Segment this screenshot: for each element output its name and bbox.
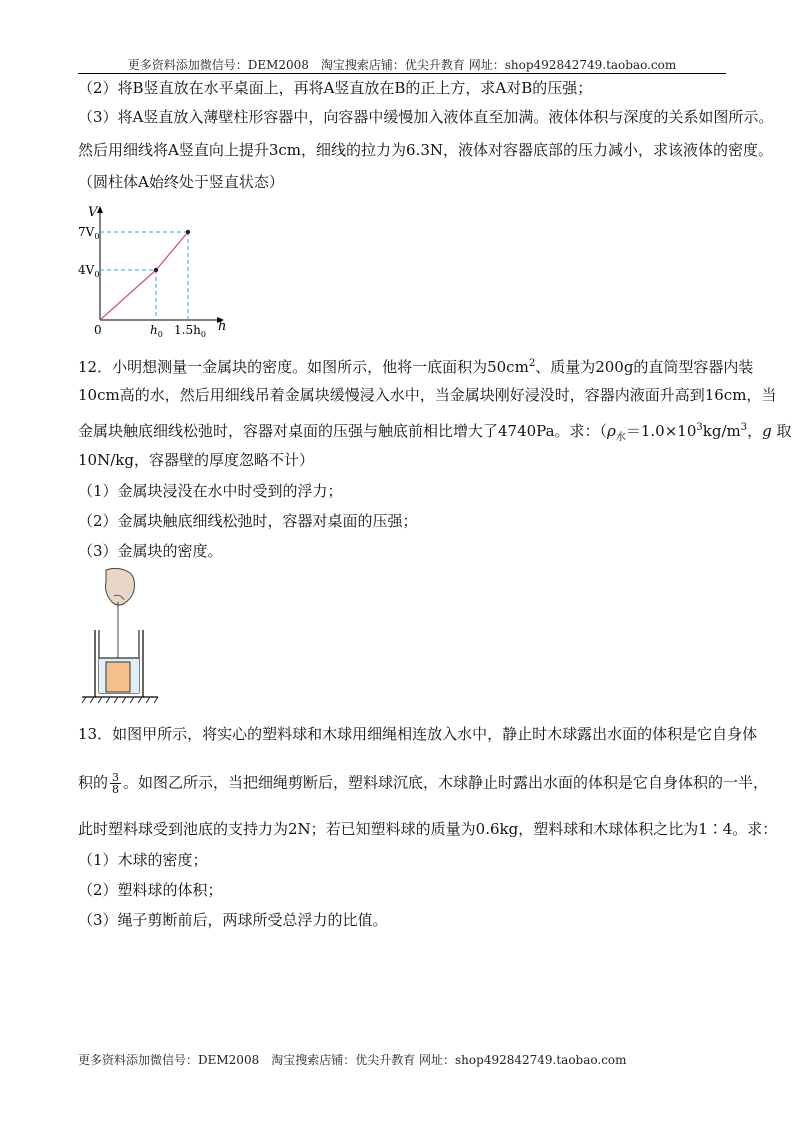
q12-line4: 10N/kg，容器壁的厚度忽略不计） (78, 451, 314, 469)
q11-part3-line2: 然后用细线将A竖直向上提升3cm，细线的拉力为6.3N，液体对容器底部的压力减小，求该液体的密度。 (78, 141, 773, 159)
q11-part2: （2）将B竖直放在水平桌面上，再将A竖直放在B的正上方，求A对B的压强； (78, 79, 593, 97)
q11-part3-line3: （圆柱体A始终处于竖直状态） (78, 173, 284, 191)
q12-line1: 12．小明想测量一金属块的密度。如图所示，他将一底面积为$50cm^2$、质量为200g的直筒型容器内装 (78, 358, 754, 376)
q11-part3-line1: （3）将A竖直放入薄壁柱形容器中，向容器中缓慢加入液体直至加满。液体体积与深度的关系如图所示。 (78, 108, 774, 126)
q12-part2: （2）金属块触底细线松弛时，容器对桌面的压强； (78, 512, 418, 530)
metal-block (106, 662, 130, 692)
q13-line3: 此时塑料球受到池底的支持力为2N；若已知塑料球的质量为0.6kg，塑料球和木球体积之比为1∶4。求： (78, 820, 778, 838)
hand-illustration (105, 568, 134, 605)
data-line (100, 232, 188, 320)
page-header: 更多资料添加微信号：DEM2008 淘宝搜索店铺：优尖升教育 网址：shop492842749.taobao.com (127, 58, 677, 72)
q13-part2: （2）塑料球的体积； (78, 881, 223, 899)
y-axis-arrow (97, 206, 103, 213)
q12-line3: 金属块触底细线松弛时，容器对桌面的压强与触底前相比增大了4740Pa。求：（$\rho_水=1.0\times 10^3kg/m^3$，g 取 (78, 422, 792, 443)
x-tick-h0: $h_0$ (150, 323, 163, 338)
q12-part3: （3）金属块的密度。 (78, 542, 223, 560)
origin-label: 0 (94, 323, 102, 337)
q12-line2: 10cm高的水，然后用细线吊着金属块缓慢浸入水中，当金属块刚好浸没时，容器内液面升高到16cm，当 (78, 386, 777, 404)
q13-line1: 13．如图甲所示，将实心的塑料球和木球用细绳相连放入水中，静止时木球露出水面的体积是它自身体 (78, 725, 758, 743)
q13-line2: 积的 $\frac{3}{8}$ 。如图乙所示，当把细绳剪断后，塑料球沉底，木球静止时露出水面的体积是它自身体积的一半， (78, 771, 769, 796)
y-tick-4v0: $4V_0$ (78, 263, 100, 279)
container-apparatus-figure (78, 566, 168, 710)
point-15h0 (186, 230, 190, 234)
x-tick-15h0: $1.5h_0$ (174, 323, 206, 338)
y-axis-label: V (88, 205, 98, 220)
q13-part3: （3）绳子剪断前后，两球所受总浮力的比值。 (78, 911, 388, 929)
page-footer: 更多资料添加微信号：DEM2008 淘宝搜索店铺：优尖升教育 网址：shop492842749.taobao.com (78, 1053, 627, 1067)
header-rule (78, 73, 726, 74)
fraction-3-8: $\frac{3}{8}$ (112, 771, 120, 796)
q13-part1: （1）木球的密度； (78, 851, 208, 869)
volume-depth-graph (78, 198, 238, 342)
y-tick-7v0: $7V_0$ (78, 225, 100, 241)
table-hatch (82, 697, 158, 703)
point-h0 (154, 268, 158, 272)
x-axis-label: h (218, 319, 227, 334)
q12-part1: （1）金属块浸没在水中时受到的浮力； (78, 482, 343, 500)
